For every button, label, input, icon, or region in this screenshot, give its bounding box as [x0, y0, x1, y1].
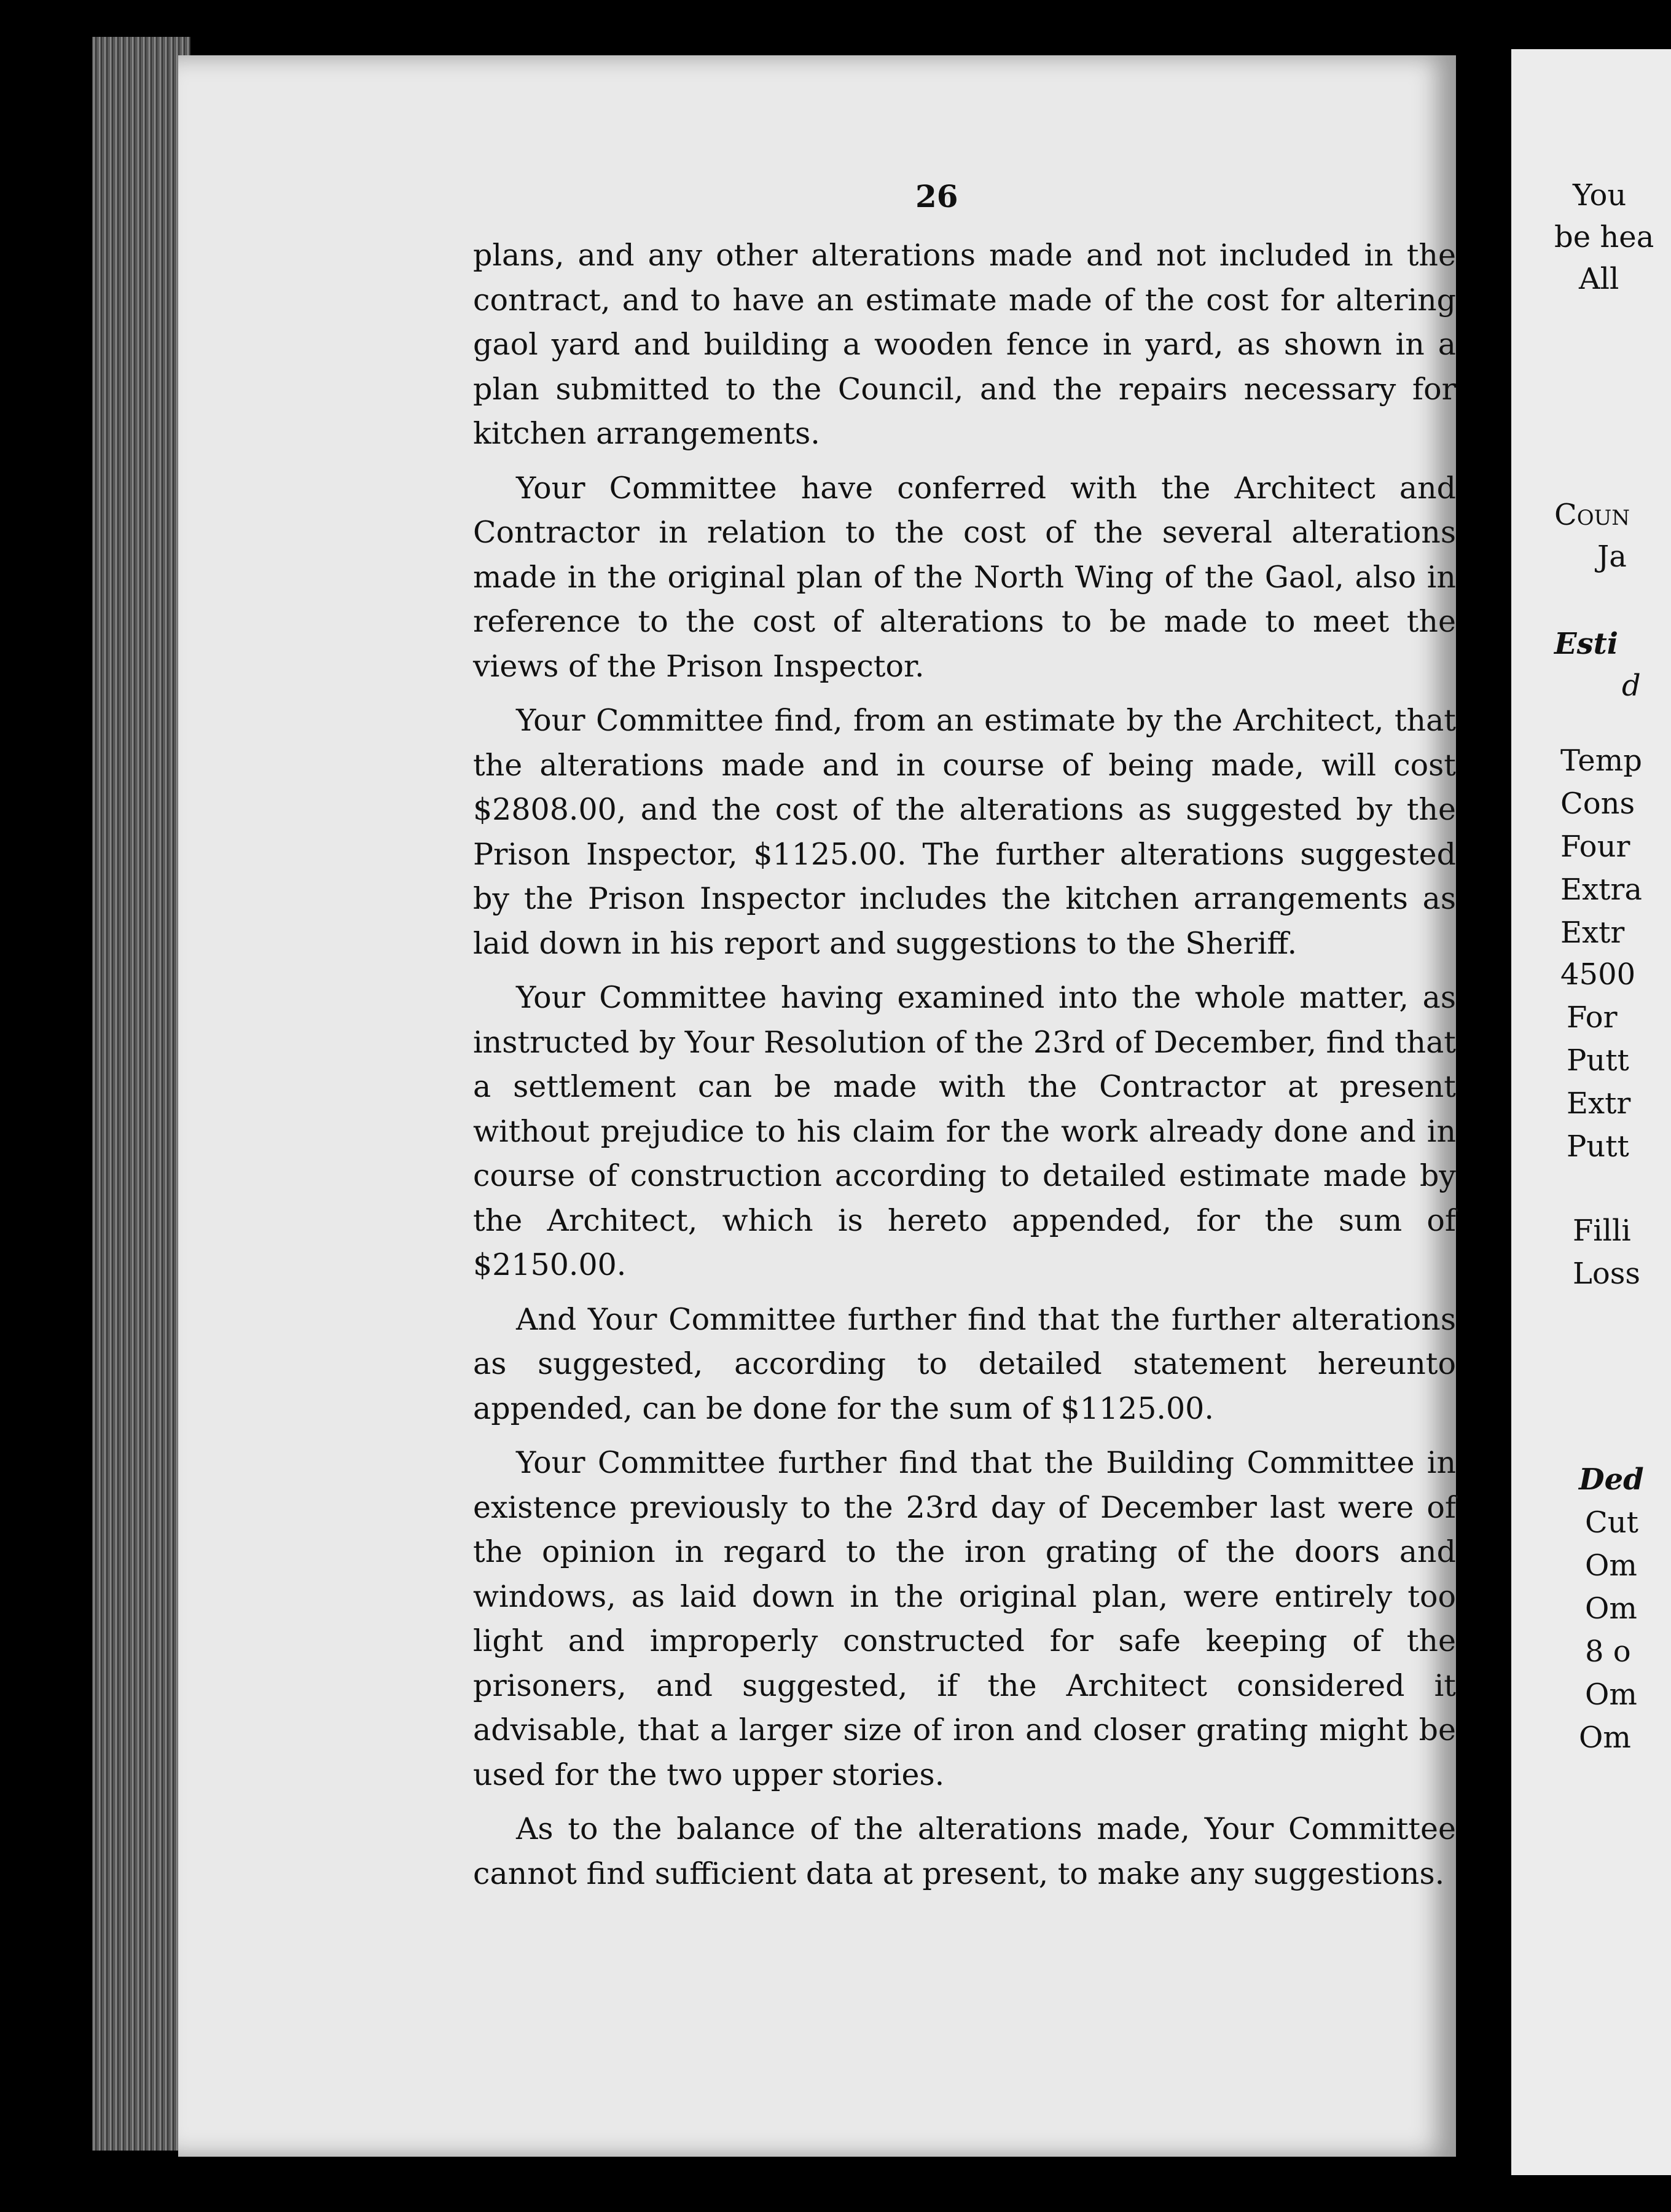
fragment: All	[1579, 262, 1619, 296]
paragraph: As to the balance of the alterations made, Your Committee cannot find sufficient data at present, to make any suggestions.	[473, 1811, 1456, 1891]
paragraph: Your Committee have conferred with the Architect and Contractor in relation to the cost of the several alterations made in the original plan of the North Wing of the Gaol, also in reference to the cost of alterations to be made to meet the views of the Prison Inspector.	[473, 470, 1456, 684]
fragment: Om	[1579, 1720, 1631, 1755]
fragment: Esti	[1554, 627, 1619, 661]
fragment: Coun	[1554, 498, 1630, 532]
fragment: Extr	[1567, 1086, 1631, 1121]
fragment: Om	[1585, 1548, 1637, 1583]
fragment: Ja	[1597, 539, 1627, 574]
fragment: 4500	[1560, 957, 1636, 992]
fragment: Cons	[1560, 786, 1635, 821]
fragment: Extra	[1560, 873, 1642, 907]
page-number: 26	[915, 178, 958, 214]
paragraph: Your Committee having examined into the whole matter, as instructed by Your Resolution of the 23rd of December, find that a settlement can be made with the Contractor at present without prejudice to his claim for the work already done and in course of construction according to detailed estimate made by the Architect, which is hereto appended, for the sum of $2150.00.	[473, 980, 1456, 1282]
report-body	[473, 233, 1456, 1906]
fragment: Cut	[1585, 1505, 1638, 1540]
book-page-edges	[92, 37, 190, 2151]
fragment: be hea	[1554, 220, 1654, 254]
fragment: For	[1567, 1000, 1618, 1035]
fragment: Om	[1585, 1591, 1637, 1626]
paragraph: Your Committee further find that the Building Committee in existence previously to the 23rd day of December last were of the opinion in regard to the iron grating of the doors and windows, as laid down in the original plan, were entirely too light and improperly constructed for safe keeping of the prisoners, and suggested, if the Architect considered it advisable, that a larger size of iron and closer grating might be used for the two upper stories.	[473, 1445, 1456, 1792]
paragraph: Your Committee find, from an estimate by the Architect, that the alterations made and in course of being made, will cost $2808.00, and the cost of the alterations as suggested by the Prison Inspector, $1125.00. The further alterations suggested by the Prison Inspector includes the kitchen arrangements as laid down in his report and suggestions to the Sheriff.	[473, 703, 1456, 961]
fragment: Putt	[1567, 1043, 1629, 1078]
fragment: Extr	[1560, 916, 1625, 950]
paragraph: And Your Committee further find that the further alterations as suggested, according to detailed statement hereunto appended, can be done for the sum of $1125.00.	[473, 1301, 1456, 1426]
fragment: d	[1622, 669, 1641, 703]
fragment: Loss	[1573, 1257, 1641, 1291]
fragment: 8 o	[1585, 1634, 1631, 1669]
fragment: Om	[1585, 1677, 1637, 1712]
fragment: You	[1573, 178, 1627, 213]
fragment: Filli	[1573, 1214, 1631, 1248]
fragment: Putt	[1567, 1129, 1629, 1164]
fragment: Temp	[1560, 743, 1642, 778]
paragraph: plans, and any other alterations made and not included in the contract, and to have an estimate made of the cost for altering gaol yard and building a wooden fence in yard, as shown in a plan submitted to the Council, and the repairs necessary for kitchen arrangements.	[473, 238, 1456, 451]
fragment: Four	[1560, 830, 1630, 864]
fragment: Ded	[1579, 1462, 1644, 1497]
